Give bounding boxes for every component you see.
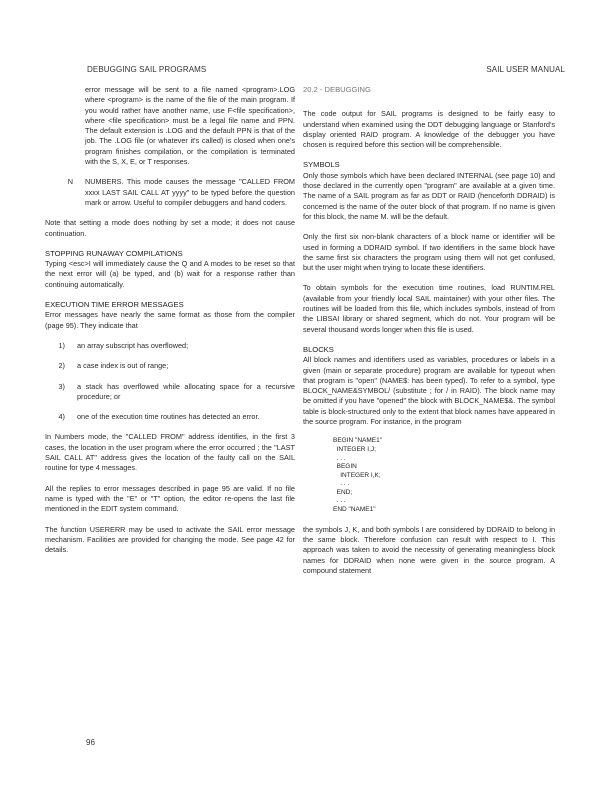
code-line: INTEGER I,K;: [333, 471, 381, 479]
code-line: END "NAME1": [333, 506, 376, 514]
paragraph-log-file: error message will be sent to a file named <program>.LOG where <program> is the name of the file of the main program. If you would rather have another name, use F<file specification>, where <file specification> must be a legal file name and PPN. The default extension is .LOG and the default PPN is that of the job. The .LOG file (or whatever it's called) is closed when one's program finishes compilation, or the compilation is terminated with the S, X, E, or T responses.: [85, 85, 295, 167]
paragraph-symbols: Only those symbols which have been declared INTERNAL (see page 10) and those declared in the currently open "program" are available at a given time. The name of a SAIL program as far as DDT or RAID (henceforth DDRAID) is concerned is the name of the outer block of that program. If no name is given for this block, the name M. will be the default.: [303, 170, 555, 221]
page-number: 96: [86, 738, 95, 747]
heading-symbols: SYMBOLS: [303, 160, 340, 170]
code-line: . . .: [333, 497, 346, 505]
code-line: BEGIN "NAME1": [333, 437, 383, 445]
list-item: [45, 341, 295, 351]
list-number: 3): [58, 381, 65, 391]
mode-letter: N: [67, 177, 73, 187]
code-line: INTEGER I,J;: [333, 445, 376, 453]
list-text: an array subscript has overflowed;: [77, 340, 189, 350]
running-header-right: SAIL USER MANUAL: [486, 65, 565, 74]
running-header-left: DEBUGGING SAIL PROGRAMS: [87, 65, 207, 74]
list-item: [45, 382, 295, 403]
heading-execution-errors: EXECUTION TIME ERROR MESSAGES: [45, 300, 184, 310]
paragraph-error-format: Error messages have nearly the same format as those from the compiler (page 95). They indicate that: [45, 310, 295, 330]
list-text: a stack has overflowed while allocating space for a recursive procedure; or: [77, 381, 295, 401]
list-number: 1): [58, 340, 65, 350]
list-number: 2): [58, 361, 65, 371]
paragraph-replies: All the replies to error messages described in page 95 are valid. If no file name is typed with the "E" or "T" option, the editor re-opens the last file mentioned in the EDIT system command.: [45, 483, 295, 514]
right-column: [303, 85, 555, 576]
mode-description: NUMBERS. This mode causes the message "CALLED FROM xxxx LAST SAIL CALL AT yyyy" to be typed before the question mark or arrow. Useful to compiler debuggers and hand coders.: [85, 177, 295, 207]
paragraph-intro: The code output for SAIL programs is designed to be fairly easy to understand when examined using the DDT debugging language or Stanford's display oriented RAID program. A knowledge of the debugger you have chosen is required before this section will be comprehensible.: [303, 109, 555, 150]
list-text: one of the execution time routines has detected an error.: [77, 412, 260, 422]
paragraph-esc: Typing <esc>I will immediately cause the Q and A modes to be reset so that the next error will (a) be typed, and (b) wait for a response rather than continuing automatically.: [45, 259, 295, 289]
code-line: . . .: [333, 454, 346, 462]
left-column: [45, 85, 295, 555]
paragraph-symbols-block: the symbols J, K, and both symbols I are considered by DDRAID to belong in the same block. Therefore confusion can result with respect to I. This approach was taken to avoid the necessity of generating meaningless block names for DDRAID when none were given in the source program. A compound statement: [303, 524, 555, 575]
paragraph-blocks: All block names and identifiers used as variables, procedures or labels in a given (main or separate procedure) program are available for typeout when that program is "open" (NAME$: has been typed). To refer to a symbol, type BLOCK_NAME&SYMBOL/ (substitute ; for / in RAID). The block name may be omitted if you have "opened" the block with BLOCK_NAME$&. The symbol table is block-structured only to the extent that block names have appeared in the source program. For instance, in the program: [303, 355, 555, 427]
list-number: 4): [58, 412, 65, 422]
code-line: BEGIN: [333, 463, 357, 471]
list-item: [45, 361, 295, 371]
paragraph-usererr: The function USERERR may be used to activate the SAIL error message mechanism. Facilities are provided for changing the mode. See page 42 for details.: [45, 524, 295, 555]
heading-blocks: BLOCKS: [303, 344, 334, 354]
heading-stopping-runaway: STOPPING RUNAWAY COMPILATIONS: [45, 248, 183, 258]
list-text: a case index is out of range;: [77, 361, 169, 371]
mode-item-numbers: [45, 177, 295, 208]
paragraph-numbers-mode: In Numbers mode, the "CALLED FROM" address identifies, in the first 3 cases, the location in the user program where the error occurred ; the "LAST SAIL CALL AT" address gives the location of the faulty call on the SAIL routine for type 4 messages.: [45, 432, 295, 473]
paragraph-mode-note: Note that setting a mode does nothing by set a mode; it does not cause continuation.: [45, 218, 295, 238]
code-line: . . .: [333, 480, 350, 488]
list-item: [45, 412, 295, 422]
paragraph-six-chars: Only the first six non-blank characters of a block name or identifier will be used in forming a DDRAID symbol. If two identifiers in the same block have the same first six characters the program using them will not get confused, but the user might when trying to locate these identifiers.: [303, 232, 555, 273]
code-line: END;: [333, 488, 353, 496]
paragraph-runtim: To obtain symbols for the execution time routines, load RUNTIM.REL (available from your friendly local SAIL maintainer) with your other files. The routines will be loaded from this file, which includes symbols, instead of from the LIBSAI library or shared segment, which do not. Your program will be several thousand words longer when this file is used.: [303, 283, 555, 334]
code-example: [333, 437, 555, 514]
section-heading: 20.2 - DEBUGGING: [303, 85, 371, 94]
